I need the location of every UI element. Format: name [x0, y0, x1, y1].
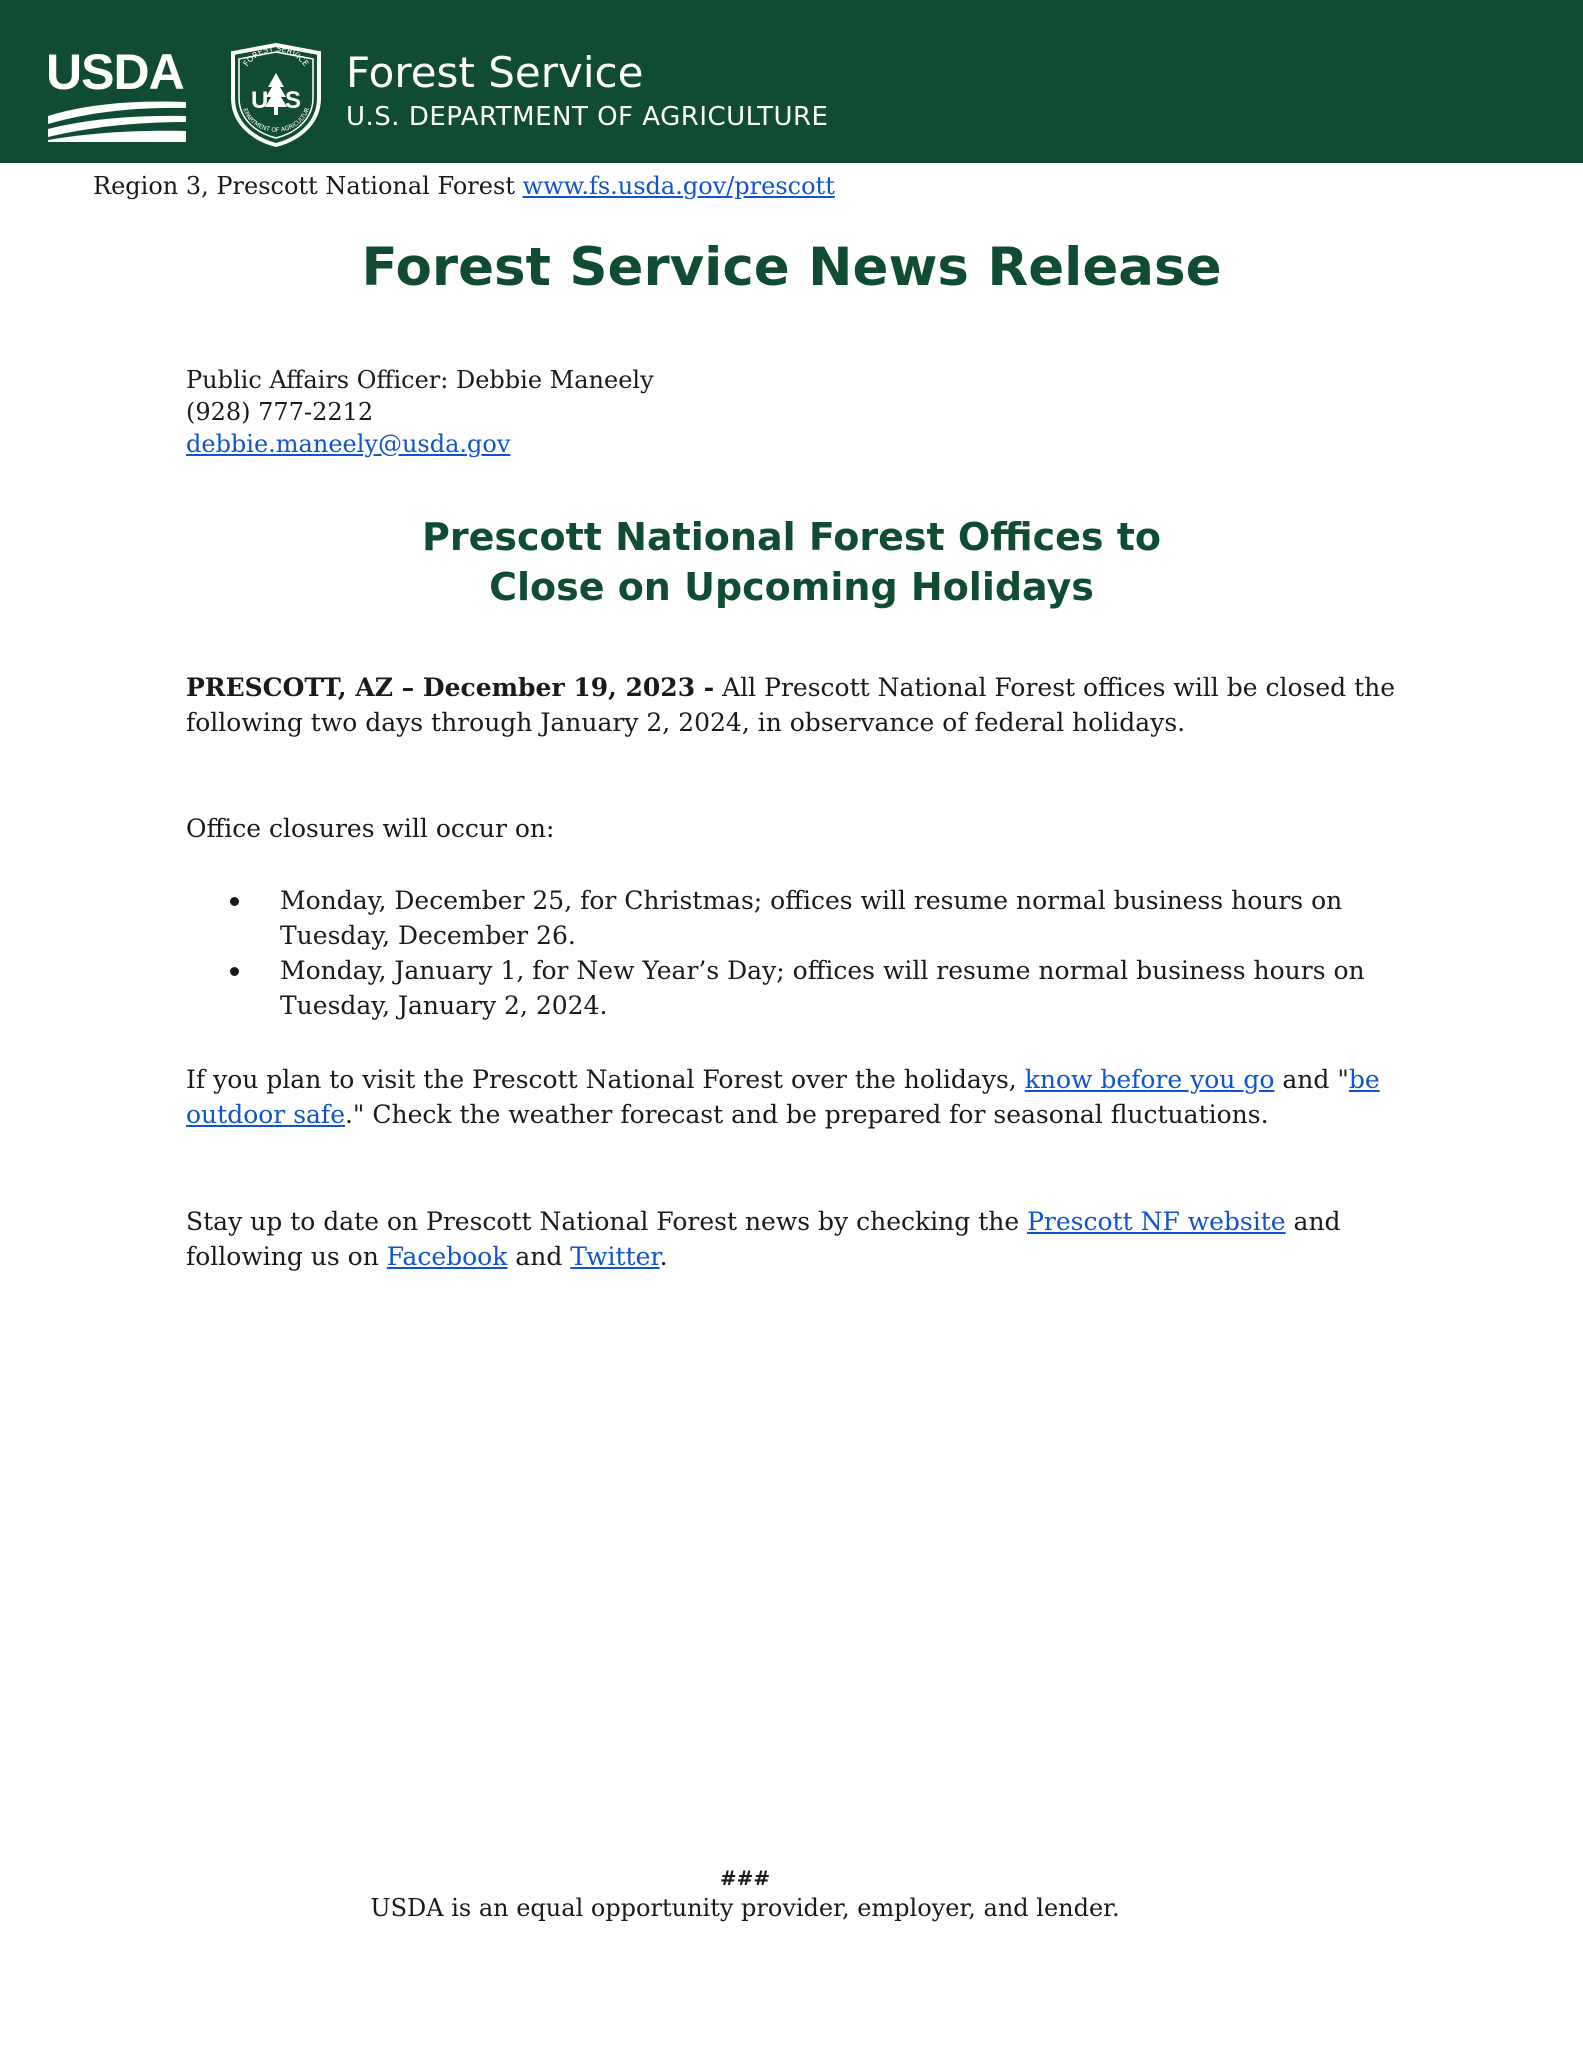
region-line	[93, 168, 835, 204]
shield-bottom-text: EPARTMENT OF AGRICULTUR	[241, 106, 312, 134]
headline-line-1: Prescott National Forest Offices to	[421, 515, 1161, 559]
region-website-link[interactable]: www.fs.usda.gov/prescott	[522, 172, 835, 200]
shield-letter-u: U	[251, 87, 269, 114]
agency-subtitle: U.S. DEPARTMENT OF AGRICULTURE	[346, 102, 829, 132]
news-text-post: .	[659, 1242, 668, 1271]
visit-text-mid: and "	[1274, 1065, 1349, 1094]
visit-text-post: ." Check the weather forecast and be prepared for seasonal fluctuations.	[344, 1100, 1269, 1129]
header-banner	[0, 0, 1583, 163]
usda-logo-text: USDA	[46, 44, 184, 100]
news-text-mid1: and following us on	[186, 1207, 1341, 1271]
equal-opportunity-statement: USDA is an equal opportunity provider, employer, and lender.	[370, 1894, 1120, 1922]
list-item-text: Monday, January 1, for New Year’s Day; offices will resume normal business hours on Tuesday, January 2, 2024.	[280, 956, 1365, 1020]
be-outdoor-safe-link[interactable]: be outdoor safe	[186, 1065, 1380, 1129]
dateline: PRESCOTT, AZ – December 19, 2023 -	[186, 673, 715, 702]
visit-paragraph	[186, 1062, 1406, 1132]
news-text-pre: Stay up to date on Prescott National Forest news by checking the	[186, 1207, 1028, 1236]
headline-line-2: Close on Upcoming Holidays	[489, 565, 1094, 609]
usda-swoosh-icon	[46, 98, 188, 144]
shield-top-text: FOREST SERVICE	[241, 44, 311, 69]
agency-title: Forest Service	[346, 48, 644, 97]
closures-list	[186, 883, 1406, 1023]
contact-email-link[interactable]: debbie.maneely@usda.gov	[186, 430, 511, 458]
usda-logo	[46, 44, 188, 144]
news-text-mid2: and	[507, 1242, 571, 1271]
news-paragraph	[186, 1204, 1406, 1274]
headline	[0, 512, 1583, 612]
closures-intro: Office closures will occur on:	[186, 814, 555, 843]
list-item	[186, 883, 1406, 953]
contact-phone: (928) 777-2212	[186, 398, 374, 426]
know-before-you-go-link[interactable]: know before you go	[1024, 1065, 1275, 1094]
release-title: Forest Service News Release	[361, 237, 1222, 298]
region-text: Region 3, Prescott National Forest	[93, 172, 523, 200]
list-item-text: Monday, December 25, for Christmas; offices will resume normal business hours on Tuesday, December 26.	[280, 886, 1343, 950]
list-item	[186, 953, 1406, 1023]
bullet-icon	[230, 967, 239, 976]
contact-officer: Public Affairs Officer: Debbie Maneely	[186, 366, 654, 394]
twitter-link[interactable]: Twitter	[570, 1242, 660, 1271]
prescott-nf-website-link[interactable]: Prescott NF website	[1027, 1207, 1286, 1236]
facebook-link[interactable]: Facebook	[386, 1242, 508, 1271]
intro-paragraph	[186, 670, 1406, 740]
forest-service-shield-icon	[229, 43, 323, 147]
visit-text-pre: If you plan to visit the Prescott National Forest over the holidays,	[186, 1065, 1025, 1094]
end-mark: ###	[719, 1866, 771, 1890]
intro-text: All Prescott National Forest offices will be closed the following two days through January 2, 2024, in observance of federal holidays.	[186, 673, 1396, 737]
shield-letter-s: S	[285, 87, 302, 114]
bullet-icon	[230, 897, 239, 906]
contact-block	[186, 364, 654, 460]
